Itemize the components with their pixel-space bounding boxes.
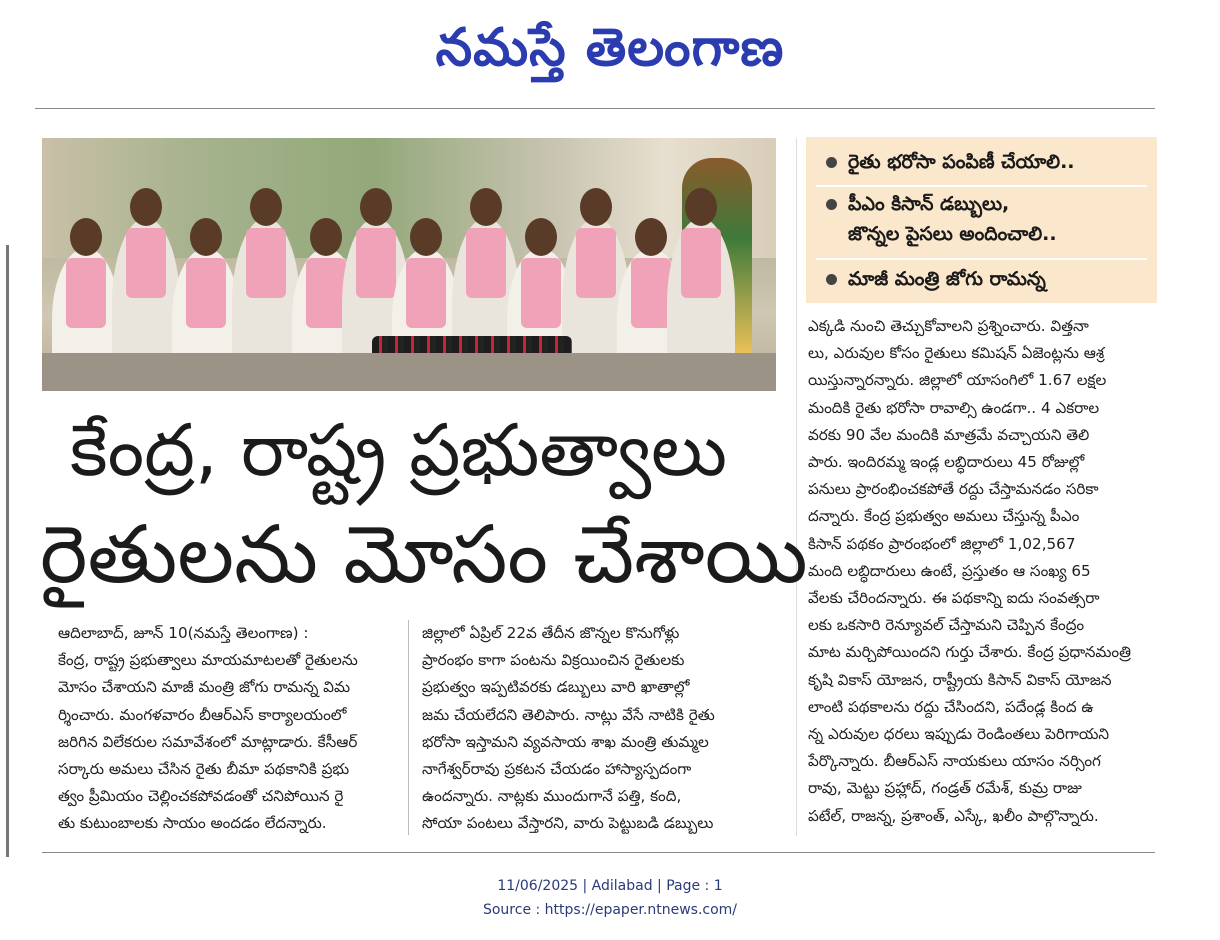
article-line: పేర్కొన్నారు. బీఆర్ఎస్ నాయకులు యాసం నర్సింగ [808,752,1101,771]
highlight-line: మాజీ మంత్రి జోగు రామన్న [848,268,1046,290]
article-column-1 [58,620,398,838]
party-scarf [66,258,106,328]
person-head [635,218,667,256]
article-line: ప్రభుత్వం ఇప్పటివరకు డబ్బులు వారి ఖాతాల్లో [422,678,690,697]
highlight-divider [816,185,1147,187]
article-line: ఆదిలాబాద్, జూన్ 10(నమస్తే తెలంగాణ) : [58,624,309,642]
highlight-line: జొన్నల పైసలు అందించాలి.. [848,223,1057,245]
headline-line-2: రైతులను మోసం చేశాయి [40,508,808,601]
highlight-item [826,147,1075,177]
article-line: ఉందన్నారు. నాట్లకు ముందుగానే పత్తి, కంది, [422,787,682,806]
article-line: మందికి రైతు భరోసా రావాల్సి ఉండగా.. 4 ఎకరాల [808,398,1100,417]
article-line: న్న ఎరువుల ధరలు ఇప్పుడు రెండింతలు పెరిగాయని [808,725,1110,744]
bullet-icon [826,274,837,285]
article-line: లు, ఎరువుల కోసం రైతులు కమిషన్ ఏజెంట్లను ఆశ్ర [808,344,1105,363]
article-line: కేంద్ర, రాష్ట్ర ప్రభుత్వాలు మాయమాటలతో రైతులను [58,651,358,670]
article-line: కిసాన్ పథకం ప్రారంభంలో జిల్లాలో 1,02,567 [808,534,1076,553]
person-head [360,188,392,226]
party-scarf [246,228,286,298]
news-photo [42,138,776,391]
column-divider [796,138,797,836]
article-line: రావు, మెట్టు ప్రహ్లాద్, గండ్రత్ రమేశ్, కుమ్ర రాజు [808,779,1082,798]
article-column-2 [422,620,778,838]
article-line: తు కుటుంబాలకు సాయం అందడం లేదన్నారు. [58,814,327,833]
highlight-divider [816,258,1147,260]
article-line: యిస్తున్నారన్నారు. జిల్లాలో యాసంగిలో 1.67 లక్షల [808,371,1107,390]
footer-date-edition: 11/06/2025 | Adilabad | Page : 1 [497,878,723,894]
article-line: కృషి వికాస్ యోజన, రాష్ట్రీయ కిసాన్ వికాస్ యోజన [808,670,1112,689]
article-line: జమ చేయలేదని తెలిపారు. నాట్లు వేసే నాటికి రైతు [422,705,715,724]
highlight-item [826,189,1057,249]
person-head [525,218,557,256]
person-head [250,188,282,226]
article-line: జిల్లాలో ఏప్రిల్ 22వ తేదీన జొన్నల కొనుగోళ్లు [422,624,680,642]
party-scarf [466,228,506,298]
article-line: మోసం చేశాయని మాజీ మంత్రి జోగు రామన్న విమ [58,678,351,697]
page-edge-mark [6,245,9,857]
highlight-line: పీఎం కిసాన్ డబ్బులు, [848,193,1010,215]
party-scarf [521,258,561,328]
bullet-icon [826,157,837,168]
column-divider [408,620,409,835]
article-line: వరకు 90 వేల మందికి మాత్రమే వచ్చాయని తెలి [808,425,1090,444]
article-line: ఎక్కడి నుంచి తెచ్చుకోవాలని ప్రశ్నించారు. విత్తనా [808,317,1089,335]
person-head [410,218,442,256]
party-scarf [356,228,396,298]
article-line: జరిగిన విలేకరుల సమావేశంలో మాట్లాడారు. కేసీఆర్ [58,732,358,751]
article-line: సోయా పంటలు వేస్తారని, వారు పెట్టుబడి డబ్బులు [422,814,714,833]
person-head [70,218,102,256]
party-scarf [681,228,721,298]
article-line: త్వం ప్రీమియం చెల్లించకపోవడంతో చనిపోయిన రై [58,787,344,806]
footer-source-link[interactable]: Source : https://epaper.ntnews.com/ [482,902,738,918]
article-line: వేలకు చేరిందన్నారు. ఈ పథకాన్ని ఐదు సంవత్సరా [808,589,1100,608]
article-line: ప్రారంభం కాగా పంటను విక్రయించిన రైతులకు [422,651,685,670]
bullet-icon [826,199,837,210]
headline-line-1: కేంద్ర, రాష్ట్ర ప్రభుత్వాలు [70,408,728,492]
person-head [190,218,222,256]
article-column-3 [808,313,1160,830]
article-line: నాగేశ్వర్‌రావు ప్రకటన చేయడం హాస్యాస్పదంగా [422,760,692,779]
masthead: నమస్తే తెలంగాణ [435,18,785,78]
person-head [580,188,612,226]
person-head [130,188,162,226]
bottom-rule [42,852,1155,853]
person-head [685,188,717,226]
party-scarf [306,258,346,328]
article-line: ర్శించారు. మంగళవారం బీఆర్ఎస్ కార్యాలయంలో [58,705,347,724]
article-line: మాట మర్చిపోయిందని గుర్తు చేశారు. కేంద్ర ప్రధానమంత్రి [808,643,1131,662]
article-line: పనులు ప్రారంభించకపోతే రద్దు చేస్తామనడం సరికా [808,480,1099,499]
party-scarf [126,228,166,298]
article-line: దన్నారు. కేంద్ర ప్రభుత్వం అమలు చేస్తున్న పీఎం [808,507,1080,526]
article-line: పటేల్, రాజన్న, ప్రశాంత్, ఎస్కే, ఖలీం పాల్గొన్నారు. [808,806,1099,825]
article-line: మంది లబ్ధిదారులు ఉంటే, ప్రస్తుతం ఆ సంఖ్య 65 [808,561,1091,580]
person-head [310,218,342,256]
highlights-box [806,137,1157,303]
article-line: సర్కారు అమలు చేసిన రైతు బీమా పథకానికి ప్రభు [58,760,350,779]
party-scarf [576,228,616,298]
party-scarf [186,258,226,328]
highlight-item [826,264,1046,294]
article-line: లాంటి పథకాలను రద్దు చేసిందని, పదేండ్ల కింద ఉ [808,697,1094,716]
top-rule [35,108,1155,109]
highlight-line: రైతు భరోసా పంపిణీ చేయాలి.. [848,151,1075,173]
article-line: పారు. ఇందిరమ్మ ఇండ్ల లబ్ధిదారులు 45 రోజుల్లో [808,453,1085,472]
article-line: భరోసా ఇస్తామని వ్యవసాయ శాఖ మంత్రి తుమ్మల [422,732,709,751]
photo-floor [42,353,776,391]
party-scarf [406,258,446,328]
article-line: లకు ఒకసారి రెన్యూవల్ చేస్తామని చెప్పిన కేంద్రం [808,616,1085,635]
person-head [470,188,502,226]
party-scarf [631,258,671,328]
